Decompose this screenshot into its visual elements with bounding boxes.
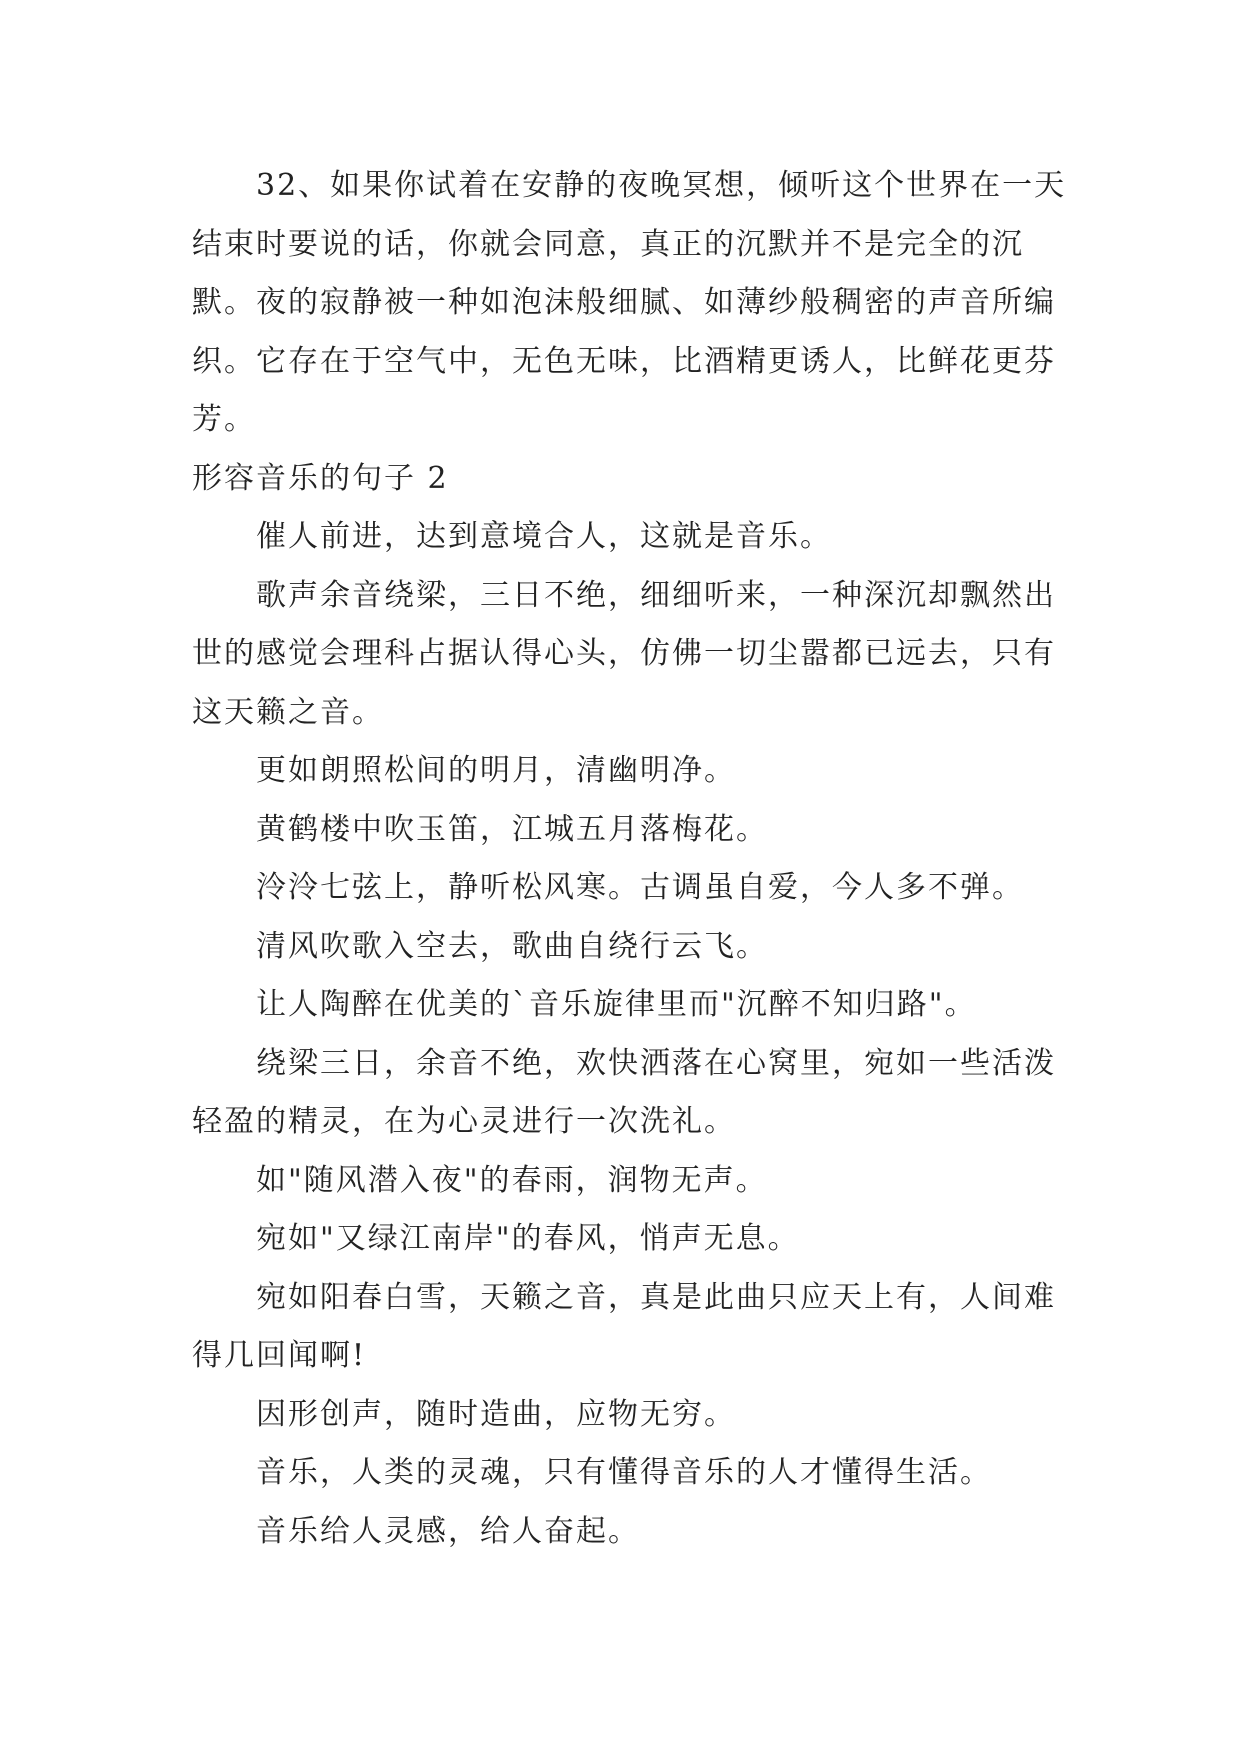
sentence-paragraph: 黄鹤楼中吹玉笛，江城五月落梅花。 — [256, 811, 768, 847]
sentence-paragraph: 音乐，人类的灵魂，只有懂得音乐的人才懂得生活。 — [256, 1455, 992, 1490]
sentence-paragraph: 泠泠七弦上，静听松风寒。古调虽自爱，今人多不弹。 — [256, 870, 1024, 905]
sentence-paragraph: 更如朗照松间的明月，清幽明净。 — [256, 753, 736, 788]
sentence-paragraph: 让人陶醉在优美的`音乐旋律里而"沉醉不知归路"。 — [256, 987, 977, 1022]
sentence-paragraph: 宛如阳春白雪，天籁之音，真是此曲只应天上有，人间难得几回闻啊! — [192, 1279, 1056, 1373]
sentence-paragraph: 音乐给人灵感，给人奋起。 — [256, 1513, 640, 1549]
sentence-paragraph: 因形创声，随时造曲，应物无穷。 — [256, 1396, 736, 1432]
sentence-paragraph: 如"随风潜入夜"的春雨，润物无声。 — [256, 1162, 768, 1198]
intro-paragraph: 32、如果你试着在安静的夜晚冥想，倾听这个世界在一天结束时要说的话，你就会同意，真正的沉默并不是完全的沉默。夜的寂静被一种如泡沫般细腻、如薄纱般稠密的声音所编织。它存在于空气中，无色无味，比酒精更诱人，比鲜花更芬芳。 — [192, 168, 1067, 437]
sentence-paragraph: 催人前进，达到意境合人，这就是音乐。 — [256, 519, 832, 554]
sentence-paragraph: 绕梁三日，余音不绝，欢快洒落在心窝里，宛如一些活泼轻盈的精灵，在为心灵进行一次洗礼。 — [192, 1045, 1056, 1139]
section-heading: 形容音乐的句子 2 — [192, 460, 449, 496]
document-body — [192, 157, 1072, 1561]
sentence-paragraph: 歌声余音绕梁，三日不绝，细细听来，一种深沉却飘然出世的感觉会理科占据认得心头，仿佛一切尘嚣都已远去，只有这天籁之音。 — [192, 577, 1056, 730]
sentence-paragraph: 宛如"又绿江南岸"的春风，悄声无息。 — [256, 1221, 800, 1256]
sentence-paragraph: 清风吹歌入空去，歌曲自绕行云飞。 — [256, 928, 768, 964]
